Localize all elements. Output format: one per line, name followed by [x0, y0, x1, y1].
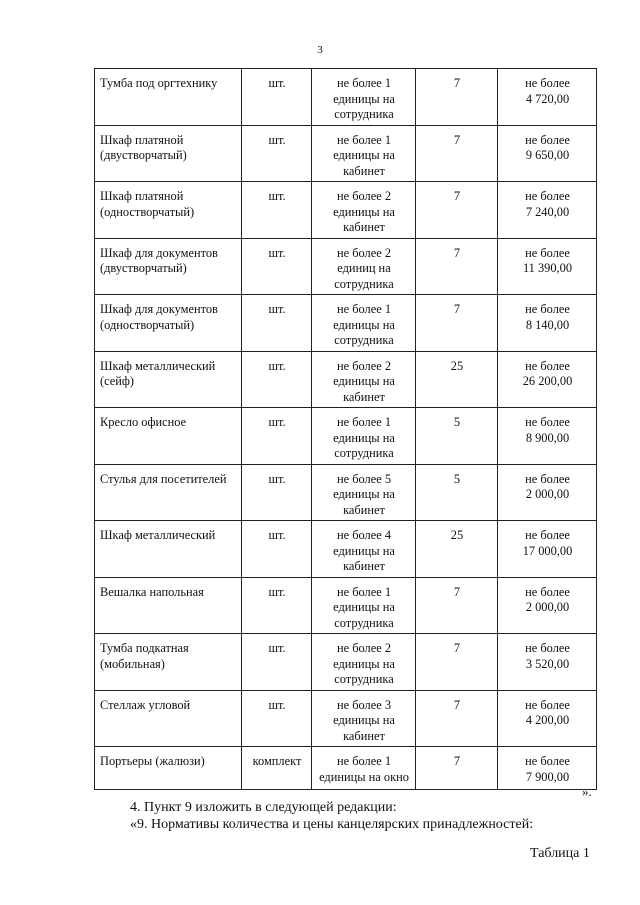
quantity-norm-cell	[312, 690, 416, 747]
table-row	[95, 408, 597, 465]
cell-text-line: 4 720,00	[525, 91, 570, 106]
cell-text-line: не более 4	[336, 528, 392, 542]
cell-text-line: 2 000,00	[525, 487, 570, 501]
quantity-norm-cell	[312, 464, 416, 521]
cell-text-line: не более	[525, 697, 570, 712]
price-cell	[498, 295, 597, 352]
cell-text-line: кабинет	[343, 163, 385, 178]
cell-text-line: 3 520,00	[525, 656, 570, 671]
cell-text-line: не более 1	[336, 302, 392, 316]
furniture-norms-body	[95, 69, 597, 790]
table-row	[95, 182, 597, 239]
unit-cell	[242, 747, 312, 790]
price-cell	[498, 408, 597, 465]
price-cell	[498, 577, 597, 634]
item-name-cell	[95, 182, 242, 239]
cell-text-line: 4 200,00	[525, 713, 570, 727]
cell-text-line: кабинет	[343, 220, 385, 234]
unit-cell	[242, 69, 312, 126]
cell-text-line: единицы на	[333, 148, 395, 162]
cell-text: 5	[453, 415, 461, 429]
cell-text-line: единицы на	[333, 543, 395, 558]
cell-text-line: единицы на	[333, 656, 395, 671]
table-row	[95, 351, 597, 408]
cell-text-line: не более 1	[336, 415, 392, 429]
cell-text-line: Шкаф металлический	[100, 358, 216, 373]
cell-text: 25	[450, 358, 464, 373]
page-number: 3	[317, 44, 323, 56]
cell-text-line: не более	[525, 245, 570, 260]
cell-text-line: не более	[525, 415, 570, 429]
cell-text-line: (одностворчатый)	[100, 317, 195, 332]
cell-text-line: 8 900,00	[525, 430, 570, 445]
cell-text: шт.	[268, 415, 286, 429]
cell-text-line: 26 200,00	[522, 374, 573, 388]
cell-text-line: не более	[525, 641, 570, 655]
cell-text-line: кабинет	[343, 559, 385, 573]
cell-text-line: 17 000,00	[522, 543, 573, 558]
cell-text: комплект	[252, 754, 302, 768]
cell-text: шт.	[268, 641, 286, 655]
cell-text: 7	[453, 76, 461, 90]
price-cell	[498, 634, 597, 691]
cell-text-line: Кресло офисное	[100, 415, 187, 429]
cell-text-line: кабинет	[343, 502, 385, 517]
item-name-cell	[95, 351, 242, 408]
cell-text-line: не более 5	[336, 471, 392, 486]
service-life-cell	[416, 408, 498, 465]
cell-text-line: Тумба под оргтехнику	[100, 76, 218, 90]
quantity-norm-cell	[312, 521, 416, 578]
cell-text-line: не более 2	[336, 641, 392, 655]
cell-text-line: единицы на	[333, 91, 395, 106]
service-life-cell	[416, 69, 498, 126]
price-cell	[498, 125, 597, 182]
service-life-cell	[416, 182, 498, 239]
cell-text-line: единицы на	[333, 487, 395, 501]
cell-text: шт.	[268, 358, 286, 373]
service-life-cell	[416, 690, 498, 747]
unit-cell	[242, 238, 312, 295]
quantity-norm-cell	[312, 747, 416, 790]
cell-text-line: Шкаф платяной	[100, 132, 184, 147]
cell-text-line: сотрудника	[334, 276, 394, 291]
cell-text-line: не более	[525, 528, 570, 542]
cell-text-line: Тумба подкатная	[100, 641, 189, 655]
cell-text-line: 8 140,00	[525, 317, 570, 332]
table-row	[95, 577, 597, 634]
cell-text: шт.	[268, 528, 286, 542]
cell-text: 5	[453, 471, 461, 486]
service-life-cell	[416, 577, 498, 634]
cell-text: 7	[453, 641, 461, 655]
cell-text: 7	[453, 584, 461, 599]
price-cell	[498, 521, 597, 578]
unit-cell	[242, 464, 312, 521]
cell-text: шт.	[268, 76, 286, 90]
quantity-norm-cell	[312, 351, 416, 408]
cell-text-line: 7 900,00	[525, 769, 570, 784]
quantity-norm-cell	[312, 69, 416, 126]
cell-text-line: сотрудника	[334, 672, 394, 686]
cell-text-line: единицы на	[333, 713, 395, 727]
item-name-cell	[95, 577, 242, 634]
cell-text: шт.	[268, 302, 286, 316]
cell-text-line: не более 2	[336, 358, 392, 373]
service-life-cell	[416, 238, 498, 295]
quantity-norm-cell	[312, 634, 416, 691]
cell-text-line: (мобильная)	[100, 656, 165, 671]
table-row	[95, 295, 597, 352]
unit-cell	[242, 408, 312, 465]
cell-text: 7	[453, 132, 461, 147]
cell-text: 7	[453, 697, 461, 712]
cell-text: шт.	[268, 584, 286, 599]
cell-text-line: Стулья для посетителей	[100, 471, 227, 486]
cell-text-line: кабинет	[343, 728, 385, 743]
paragraph-point-9: «9. Нормативы количества и цены канцелярских принадлежностей:	[130, 817, 534, 832]
price-cell	[498, 464, 597, 521]
cell-text-line: не более 1	[336, 132, 392, 147]
unit-cell	[242, 182, 312, 239]
price-cell	[498, 69, 597, 126]
price-cell	[498, 690, 597, 747]
table-row	[95, 464, 597, 521]
cell-text: 25	[450, 528, 464, 542]
item-name-cell	[95, 125, 242, 182]
cell-text-line: Шкаф металлический	[100, 528, 216, 542]
cell-text: шт.	[268, 471, 286, 486]
cell-text: шт.	[268, 189, 286, 203]
cell-text-line: не более	[525, 189, 570, 203]
cell-text-line: Вешалка напольная	[100, 584, 204, 599]
cell-text-line: не более	[525, 302, 570, 316]
cell-text: шт.	[268, 697, 286, 712]
cell-text-line: Портьеры (жалюзи)	[100, 754, 205, 768]
price-cell	[498, 182, 597, 239]
cell-text-line: Стеллаж угловой	[100, 697, 191, 712]
cell-text-line: 11 390,00	[522, 261, 573, 275]
service-life-cell	[416, 634, 498, 691]
service-life-cell	[416, 747, 498, 790]
cell-text-line: не более 3	[336, 697, 392, 712]
unit-cell	[242, 577, 312, 634]
table-row	[95, 690, 597, 747]
cell-text-line: сотрудника	[334, 333, 394, 347]
table-row	[95, 747, 597, 790]
cell-text-line: Шкаф для документов	[100, 245, 218, 260]
cell-text: 7	[453, 302, 461, 316]
service-life-cell	[416, 125, 498, 182]
cell-text-line: не более	[525, 584, 570, 599]
cell-text-line: не более	[525, 358, 570, 373]
table-row	[95, 238, 597, 295]
unit-cell	[242, 351, 312, 408]
item-name-cell	[95, 634, 242, 691]
service-life-cell	[416, 351, 498, 408]
cell-text-line: не более	[525, 471, 570, 486]
cell-text-line: единицы на	[333, 430, 395, 445]
cell-text-line: не более	[525, 754, 570, 768]
cell-text-line: единицы на	[333, 374, 395, 388]
cell-text-line: единицы на окно	[319, 769, 409, 784]
cell-text: шт.	[268, 245, 286, 260]
furniture-norms-table	[94, 68, 597, 790]
cell-text-line: не более	[525, 132, 570, 147]
item-name-cell	[95, 238, 242, 295]
cell-text-line: единицы на	[333, 317, 395, 332]
cell-text-line: не более 1	[336, 584, 392, 599]
cell-text-line: не более 2	[336, 189, 392, 203]
quantity-norm-cell	[312, 577, 416, 634]
cell-text-line: Шкаф для документов	[100, 302, 218, 316]
unit-cell	[242, 690, 312, 747]
item-name-cell	[95, 690, 242, 747]
cell-text-line: (одностворчатый)	[100, 204, 195, 219]
cell-text-line: единиц на	[337, 261, 391, 275]
table-row	[95, 521, 597, 578]
service-life-cell	[416, 464, 498, 521]
unit-cell	[242, 295, 312, 352]
quantity-norm-cell	[312, 238, 416, 295]
table-label: Таблица 1	[530, 846, 590, 861]
service-life-cell	[416, 295, 498, 352]
cell-text-line: не более	[525, 76, 570, 90]
cell-text-line: 2 000,00	[525, 600, 570, 614]
table-row	[95, 125, 597, 182]
unit-cell	[242, 634, 312, 691]
cell-text-line: не более 2	[336, 245, 392, 260]
cell-text-line: сотрудника	[334, 615, 394, 630]
quantity-norm-cell	[312, 408, 416, 465]
item-name-cell	[95, 295, 242, 352]
item-name-cell	[95, 408, 242, 465]
cell-text-line: единицы на	[333, 600, 395, 614]
table-row	[95, 634, 597, 691]
price-cell	[498, 238, 597, 295]
unit-cell	[242, 521, 312, 578]
cell-text-line: (сейф)	[100, 374, 135, 388]
paragraph-point-4: 4. Пункт 9 изложить в следующей редакции:	[130, 800, 397, 815]
cell-text: 7	[453, 189, 461, 203]
cell-text-line: 7 240,00	[525, 204, 570, 219]
item-name-cell	[95, 747, 242, 790]
cell-text-line: кабинет	[343, 389, 385, 404]
cell-text-line: (двустворчатый)	[100, 261, 187, 275]
service-life-cell	[416, 521, 498, 578]
cell-text-line: (двустворчатый)	[100, 148, 187, 162]
cell-text: 7	[453, 245, 461, 260]
cell-text-line: не более 1	[336, 76, 392, 90]
table-row	[95, 69, 597, 126]
cell-text-line: не более 1	[336, 754, 392, 768]
closing-quote: ».	[582, 784, 592, 799]
cell-text-line: сотрудника	[334, 107, 394, 121]
cell-text-line: 9 650,00	[525, 148, 570, 162]
item-name-cell	[95, 464, 242, 521]
cell-text-line: сотрудника	[334, 446, 394, 460]
cell-text-line: Шкаф платяной	[100, 189, 184, 203]
quantity-norm-cell	[312, 125, 416, 182]
quantity-norm-cell	[312, 295, 416, 352]
unit-cell	[242, 125, 312, 182]
cell-text-line: единицы на	[333, 204, 395, 219]
cell-text: 7	[453, 754, 461, 768]
cell-text: шт.	[268, 132, 286, 147]
quantity-norm-cell	[312, 182, 416, 239]
price-cell	[498, 351, 597, 408]
item-name-cell	[95, 521, 242, 578]
item-name-cell	[95, 69, 242, 126]
